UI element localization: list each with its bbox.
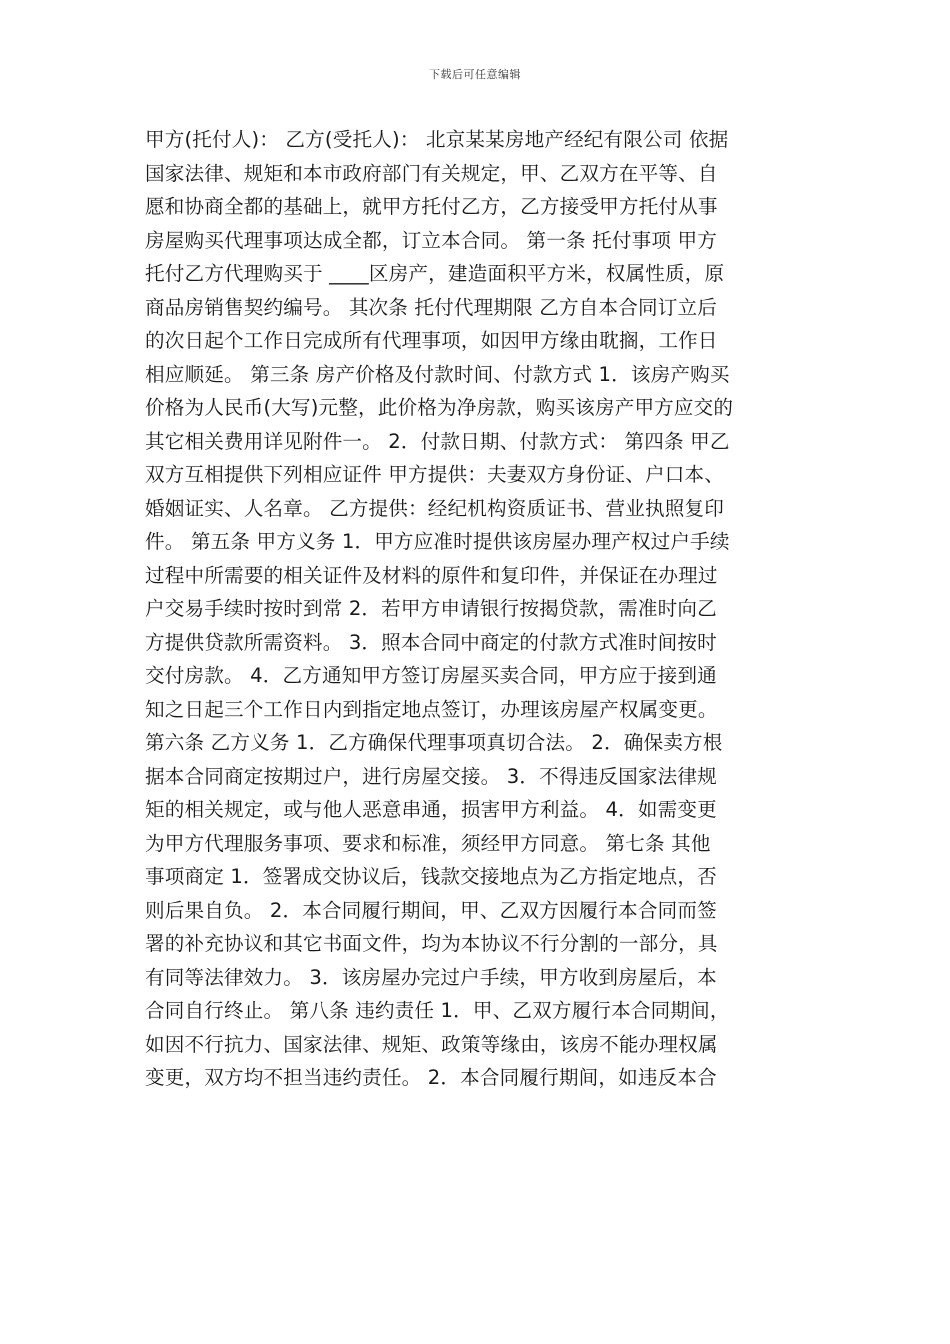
text-line: 交付房款。 4．乙方通知甲方签订房屋买卖合同，甲方应于接到通 (145, 664, 717, 687)
text-line: 商品房销售契约编号。 其次条 托付代理期限 乙方自本合同订立后 (145, 295, 717, 319)
text-line: 变更，双方均不担当违约责任。 2．本合同履行期间，如违反本合 (145, 1066, 717, 1089)
text-line: 其它相关费用详见附件一。 2．付款日期、付款方式： 第四条 甲乙 (145, 429, 730, 453)
text-line: 的次日起个工作日完成所有代理事项，如因甲方缘由耽搁，工作日 (145, 329, 718, 352)
text-line: 第六条 乙方义务 1．乙方确保代理事项真切合法。 2．确保卖方根 (145, 731, 723, 754)
text-line: 矩的相关规定，或与他人恶意串通，损害甲方利益。 4．如需变更 (145, 798, 717, 821)
text-line: 价格为人民币(大写)元整，此价格为净房款，购买该房产甲方应交的 (145, 396, 734, 419)
text-line: 方提供贷款所需资料。 3．照本合同中商定的付款方式准时间按时 (145, 630, 717, 654)
text-line: 据本合同商定按期过户，进行房屋交接。 3．不得违反国家法律规 (145, 764, 717, 788)
text-line: 甲方(托付人)： 乙方(受托人)： 北京某某房地产经纪有限公司 依据 (145, 128, 729, 151)
text-line: 户交易手续时按时到常 2．若甲方申请银行按揭贷款，需准时向乙 (145, 597, 717, 620)
text-line: 合同自行终止。 第八条 违约责任 1．甲、乙双方履行本合同期间， (145, 999, 730, 1022)
text-line: 件。 第五条 甲方义务 1．甲方应准时提供该房屋办理产权过户手续 (145, 530, 730, 553)
text-line: 过程中所需要的相关证件及材料的原件和复印件，并保证在办理过 (145, 563, 718, 587)
text-line: 婚姻证实、人名章。 乙方提供：经纪机构资质证书、营业执照复印 (145, 496, 724, 520)
text-line: 知之日起三个工作日内到指定地点签订，办理该房屋产权属变更。 (145, 697, 718, 721)
text-line: 相应顺延。 第三条 房产价格及付款时间、付款方式 1．该房产购买 (145, 362, 730, 386)
text-line: 为甲方代理服务事项、要求和标准，须经甲方同意。 第七条 其他 (145, 831, 711, 855)
text-line: 国家法律、规矩和本市政府部门有关规定，甲、乙双方在平等、自 (145, 161, 718, 185)
text-line: 有同等法律效力。 3．该房屋办完过户手续，甲方收到房屋后，本 (145, 965, 717, 989)
text-line: 事项商定 1．签署成交协议后，钱款交接地点为乙方指定地点，否 (145, 865, 717, 888)
text-line: 如因不行抗力、国家法律、规矩、政策等缘由，该房不能办理权属 (145, 1032, 718, 1056)
text-line: 双方互相提供下列相应证件 甲方提供：夫妻双方身份证、户口本、 (145, 463, 724, 486)
text-line: 则后果自负。 2．本合同履行期间，甲、乙双方因履行本合同而签 (145, 898, 717, 922)
page-header-note: 下载后可任意编辑 (429, 68, 521, 81)
contract-body (145, 123, 807, 1095)
text-line: 愿和协商全都的基础上，就甲方托付乙方，乙方接受甲方托付从事 (145, 195, 718, 218)
text-line: 署的补充协议和其它书面文件，均为本协议不行分割的一部分，具 (145, 932, 718, 955)
text-line: 托付乙方代理购买于 ____区房产，建造面积平方米，权属性质，原 (145, 262, 725, 285)
text-line: 房屋购买代理事项达成全都，订立本合同。 第一条 托付事项 甲方 (145, 228, 717, 252)
